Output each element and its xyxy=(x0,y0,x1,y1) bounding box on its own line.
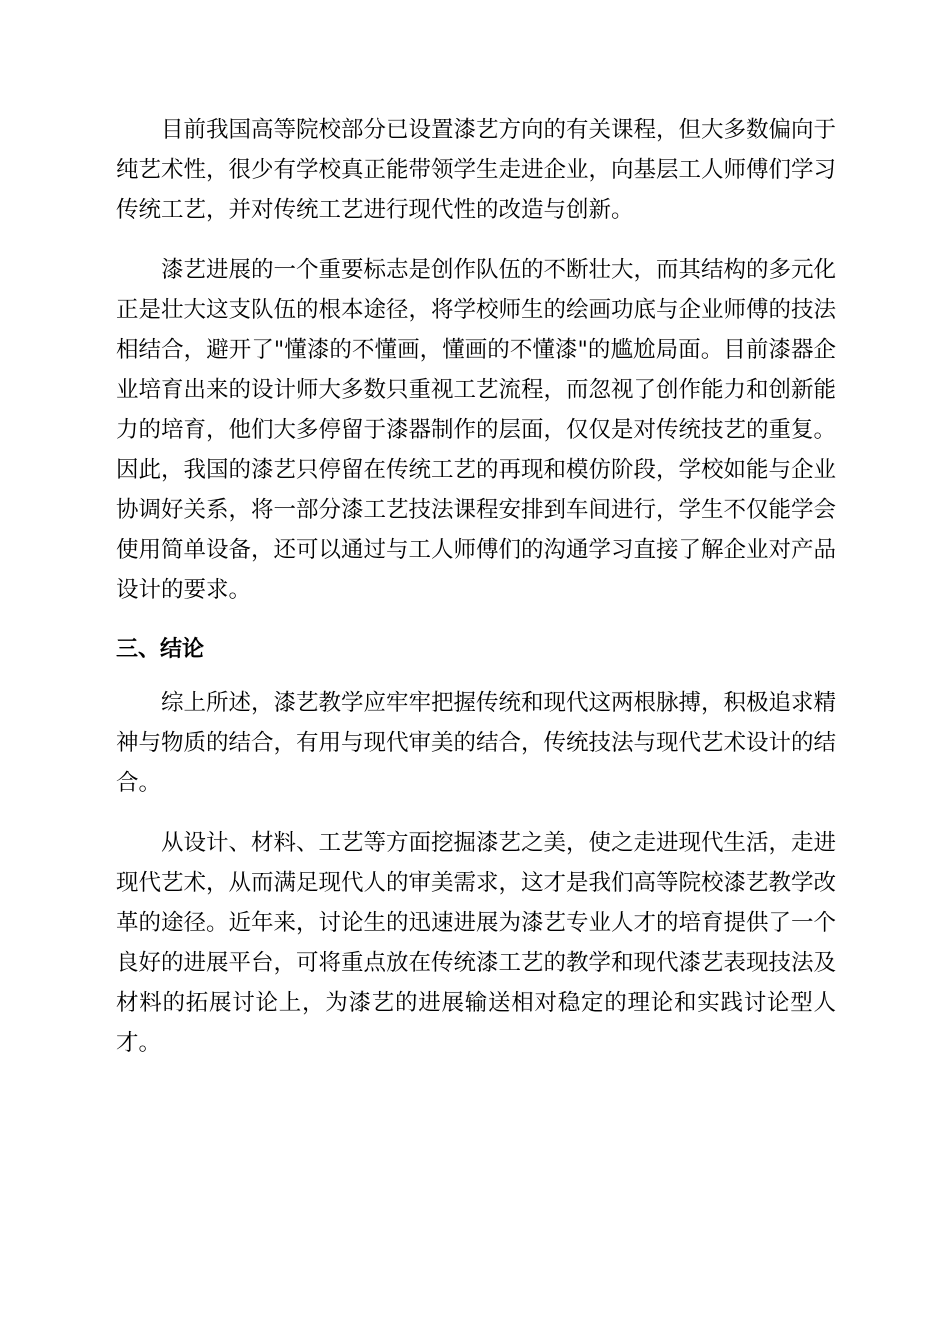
body-paragraph: 综上所述，漆艺教学应牢牢把握传统和现代这两根脉搏，积极追求精神与物质的结合，有用与现代审美的结合，传统技法与现代艺术设计的结合。 xyxy=(116,690,837,796)
document-body xyxy=(116,110,836,1083)
body-paragraph: 目前我国高等院校部分已设置漆艺方向的有关课程，但大多数偏向于纯艺术性，很少有学校真正能带领学生走进企业，向基层工人师傅们学习传统工艺，并对传统工艺进行现代性的改造与创新。 xyxy=(116,117,837,223)
body-paragraph: 漆艺进展的一个重要标志是创作队伍的不断壮大，而其结构的多元化正是壮大这支队伍的根本途径，将学校师生的绘画功底与企业师傅的技法相结合，避开了"懂漆的不懂画，懂画的不懂漆"的尴尬局面。目前漆器企业培育出来的设计师大多数只重视工艺流程，而忽视了创作能力和创新能力的培育，他们大多停留于漆器制作的层面，仅仅是对传统技艺的重复。因此，我国的漆艺只停留在传统工艺的再现和模仿阶段，学校如能与企业协调好关系，将一部分漆工艺技法课程安排到车间进行，学生不仅能学会使用简单设备，还可以通过与工人师傅们的沟通学习直接了解企业对产品设计的要求。 xyxy=(116,257,837,603)
section-heading: 三、结论 xyxy=(116,637,205,662)
body-paragraph: 从设计、材料、工艺等方面挖掘漆艺之美，使之走进现代生活，走进现代艺术，从而满足现代人的审美需求，这才是我们高等院校漆艺教学改革的途径。近年来，讨论生的迅速进展为漆艺专业人才的培育提供了一个良好的进展平台，可将重点放在传统漆工艺的教学和现代漆艺表现技法及材料的拓展讨论上，为漆艺的进展输送相对稳定的理论和实践讨论型人才。 xyxy=(116,830,837,1056)
